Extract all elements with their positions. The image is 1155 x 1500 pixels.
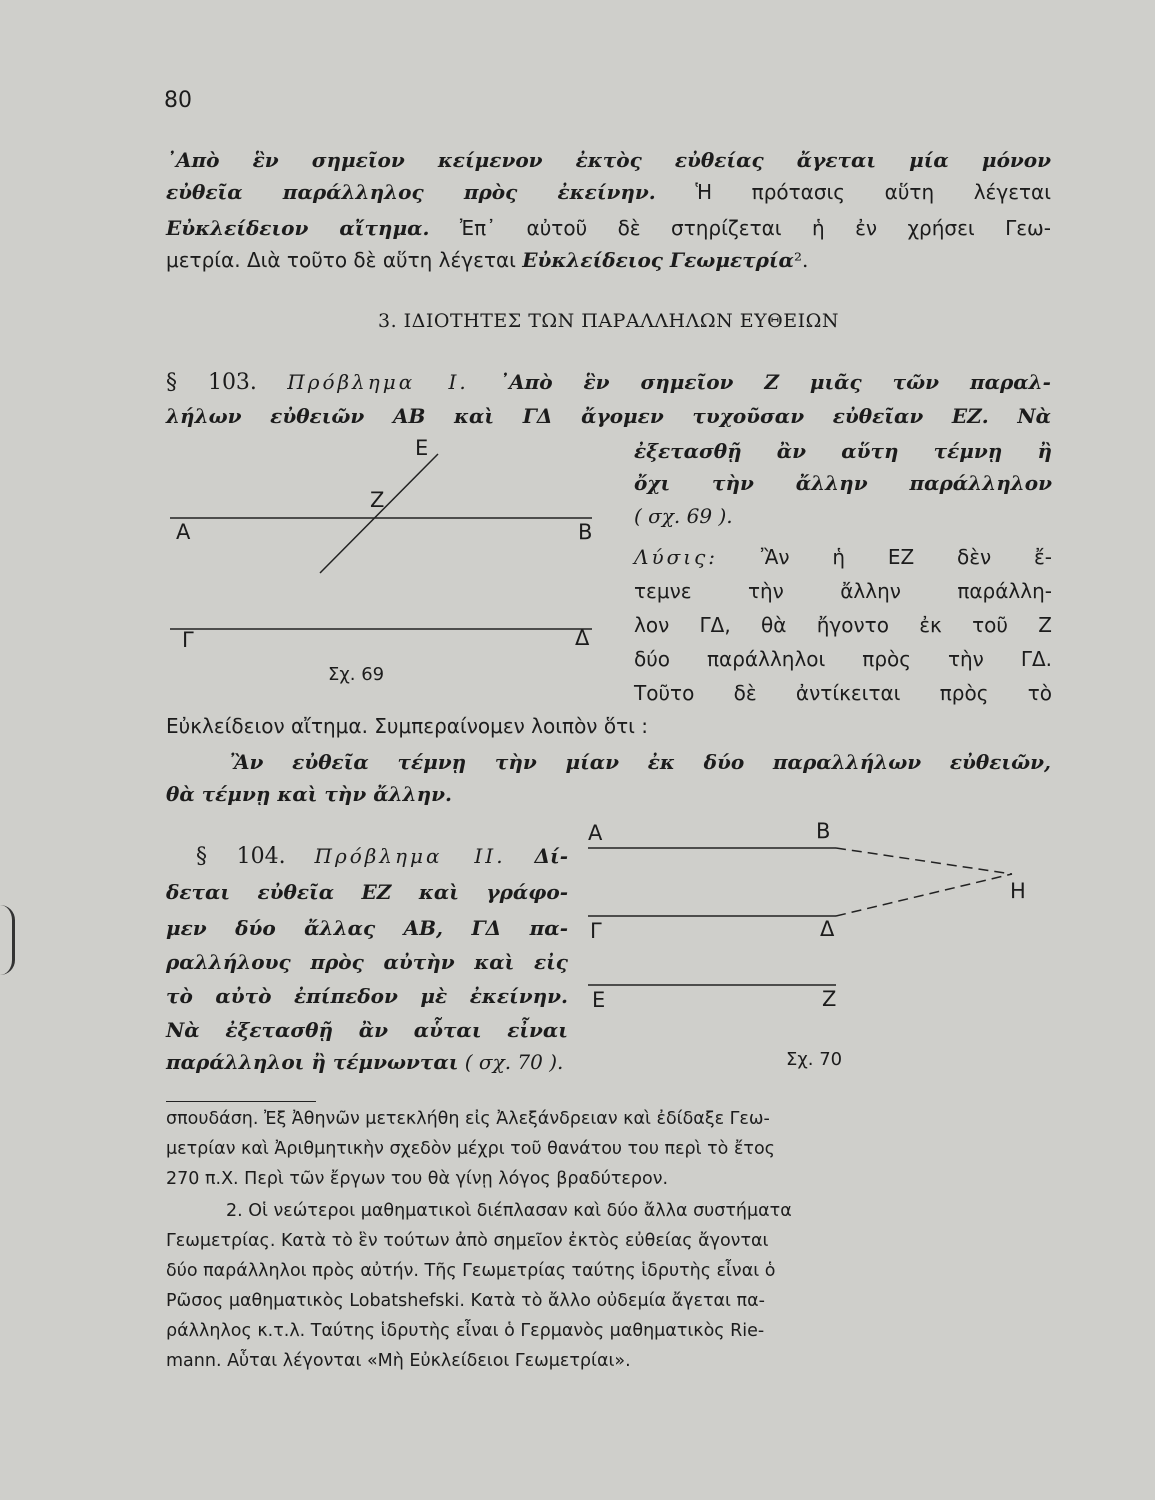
- figure-69: [170, 436, 610, 700]
- solution-line-1: [634, 542, 1052, 572]
- footnote-ref: ².: [793, 248, 809, 272]
- intro-text: Ἐπ᾿ αὐτοῦ δὲ στηρίζεται ἡ ἐν χρήσει Γεω-: [429, 216, 1052, 240]
- binding-mark: [0, 905, 15, 975]
- point-label-B: Β: [816, 819, 831, 843]
- point-label-G: Γ: [182, 628, 194, 652]
- point-label-A: Α: [588, 821, 603, 845]
- point-label-E: Ε: [592, 988, 606, 1012]
- line-BH-extension: [836, 848, 1012, 874]
- problem-label: Πρόβλημα II.: [314, 844, 506, 868]
- footnote-divider: [166, 1101, 316, 1102]
- euclid-postulate-term: Εὐκλείδειον αἴτημα.: [166, 216, 430, 240]
- point-label-B: Β: [578, 520, 593, 544]
- section-heading: 3. ΙΔΙΟΤΗΤΕΣ ΤΩΝ ΠΑΡΑΛΛΗΛΩΝ ΕΥΘΕΙΩΝ: [377, 310, 839, 332]
- problem-text: παράλληλοι ἢ τέμνωνται: [166, 1050, 459, 1074]
- solution-line-3: λον ΓΔ, θὰ ἤγοντο ἐκ τοῦ Ζ: [634, 613, 1052, 637]
- problem-104-line-5: τὸ αὐτὸ ἐπίπεδον μὲ ἐκείνην.: [166, 984, 568, 1008]
- euclidean-geometry-term: Εὐκλείδειος Γεωμετρία: [522, 248, 794, 272]
- intro-text: Ἡ πρότασις αὕτη λέγεται: [655, 180, 1051, 204]
- section-number-103: § 103.: [166, 370, 257, 395]
- point-label-G: Γ: [590, 919, 602, 943]
- solution-line-4: δύο παράλληλοι πρὸς τὴν ΓΔ.: [634, 647, 1052, 671]
- problem-label: Πρόβλημα I.: [287, 370, 469, 394]
- problem-103-line-3: ἐξετασθῇ ἂν αὕτη τέμνῃ ἢ: [634, 439, 1052, 463]
- problem-104-line-4: ραλλήλους πρὸς αὐτὴν καὶ εἰς: [166, 950, 568, 974]
- line-EZ: [320, 454, 438, 573]
- problem-text: ᾿Απὸ ἓν σημεῖον Ζ μιᾶς τῶν παραλ-: [499, 370, 1051, 394]
- intro-line-2: [166, 176, 1051, 208]
- theorem-line-1: Ἂν εὐθεῖα τέμνῃ τὴν μίαν ἐκ δύο παραλλήλων εὐθειῶν,: [230, 750, 1051, 774]
- intro-line-3: [166, 212, 1051, 244]
- problem-104-line-7: [166, 1044, 568, 1080]
- solution-line-5: Τοῦτο δὲ ἀντίκειται πρὸς τὸ: [634, 681, 1052, 705]
- intro-line-4: [166, 244, 1051, 276]
- point-label-Z: Ζ: [822, 987, 837, 1011]
- problem-text: Δί-: [534, 844, 568, 868]
- figure-70-caption: Σχ. 70: [786, 1049, 843, 1070]
- footnote-2: 2. Οἱ νεώτεροι μαθηματικοὶ διέπλασαν καὶ δύο ἄλλα συστήματα Γεωμετρίας. Κατὰ τὸ ἓν τούτων ἀπὸ σημεῖον ἐκτὸς εὐθείας ἄγονται δύο παράλληλοι πρὸς αὐτήν. Τῆς Γεωμετρίας ταύτης ἱδρυτὴς εἶναι ὁ Ρῶσος μαθηματικὸς Lobatshefski. Κατὰ τὸ ἄλλο οὐδεμία ἄγεται πα- ράλληλος κ.τ.λ. Ταύτης ἱδρυτὴς εἶναι ὁ Γερμανὸς μαθηματικὸς Rie- mann. Αὗται λέγονται «Μὴ Εὐκλείδειοι Γεωμετρίαι».: [166, 1201, 792, 1371]
- figure-69-caption: Σχ. 69: [328, 664, 385, 685]
- point-label-D: Δ: [820, 917, 835, 941]
- problem-104-line-2: δεται εὐθεῖα ΕΖ καὶ γράφο-: [166, 880, 568, 904]
- solution-label: Λύσις:: [634, 545, 719, 569]
- line-DH-extension: [836, 874, 1012, 916]
- figure-69-drawing: [170, 440, 610, 700]
- page-number: 80: [164, 88, 192, 113]
- point-label-D: Δ: [575, 626, 590, 650]
- problem-103-line-4: ὄχι τὴν ἄλλην παράλληλον: [634, 471, 1052, 495]
- point-label-E: Ε: [415, 436, 429, 460]
- figure-70-drawing: [586, 815, 1046, 1075]
- footnote-1: σπουδάση. Ἐξ Ἀθηνῶν μετεκλήθη εἰς Ἀλεξάνδρειαν καὶ ἐδίδαξε Γεω- μετρίαν καὶ Ἀριθμητικὴν σχεδὸν μέχρι τοῦ θανάτου του περὶ τὸ ἔτος 270 π.Χ. Περὶ τῶν ἔργων του θὰ γίνῃ λόγος βραδύτερον.: [166, 1109, 775, 1189]
- figure-reference: ( σχ. 69 ).: [634, 504, 733, 528]
- problem-104-line-6: Νὰ ἐξετασθῇ ἂν αὗται εἶναι: [166, 1018, 568, 1042]
- point-label-A: Α: [176, 520, 191, 544]
- figure-reference: ( σχ. 70 ).: [464, 1050, 564, 1074]
- section-number-104: § 104.: [196, 844, 286, 869]
- problem-103-line-1: [166, 366, 1051, 399]
- point-label-Z: Ζ: [370, 488, 385, 512]
- problem-104-line-1: [196, 838, 568, 875]
- solution-text: Ἂν ἡ ΕΖ δὲν ἔ-: [760, 545, 1052, 569]
- figure-70: [586, 815, 1046, 1075]
- theorem-line-2: θὰ τέμνῃ καὶ τὴν ἄλλην.: [166, 782, 453, 806]
- conclusion-line: Εὐκλείδειον αἴτημα. Συμπεραίνομεν λοιπὸν ὅτι :: [166, 714, 648, 738]
- point-label-H: Η: [1010, 879, 1026, 903]
- problem-104-line-3: μεν δύο ἄλλας ΑΒ, ΓΔ πα-: [166, 916, 568, 940]
- intro-text: μετρία. Διὰ τοῦτο δὲ αὕτη λέγεται: [166, 248, 523, 272]
- problem-103-line-2: λήλων εὐθειῶν ΑΒ καὶ ΓΔ ἄγομεν τυχοῦσαν εὐθεῖαν ΕΖ. Νὰ: [166, 404, 1051, 428]
- intro-line-1: ᾿Απὸ ἓν σημεῖον κείμενον ἐκτὸς εὐθείας ἄγεται μία μόνον: [166, 148, 1051, 172]
- intro-emphasis: εὐθεῖα παράλληλος πρὸς ἐκείνην.: [166, 180, 656, 204]
- solution-line-2: τεμνε τὴν ἄλλην παράλλη-: [634, 579, 1052, 603]
